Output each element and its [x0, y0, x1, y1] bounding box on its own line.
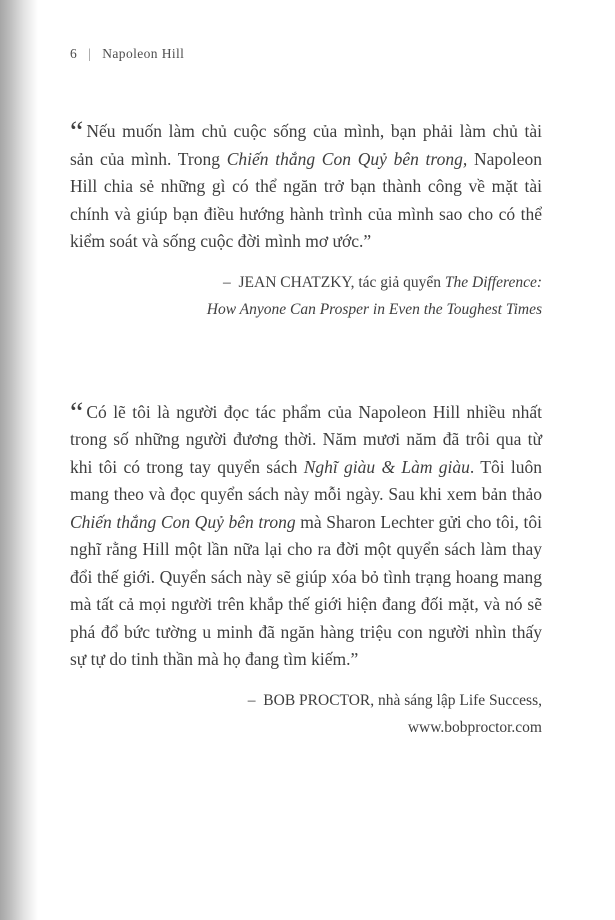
attribution-line: [70, 296, 542, 323]
book-title-the-difference: The Difference:: [444, 273, 542, 291]
opening-quote-mark: “: [70, 115, 84, 148]
book-title-nghi-giau-lam-giau: Nghĩ giàu & Làm giàu: [303, 456, 470, 477]
spine-gradient-shadow: [0, 0, 38, 920]
attribution-bob-proctor: [70, 687, 542, 741]
book-title-chien-thang-con-quy: Chiến thắng Con Quỷ bên trong: [70, 511, 296, 532]
endorsement-quote-jean-chatzky: [70, 115, 542, 256]
attribution-line: [70, 269, 542, 296]
quote-text-segment: Có lẽ tôi là người đọc tác phẩm của Napoleon Hill nhiều nhất trong số những người đương thời. Năm mươi năm đã trôi qua từ khi tôi có trong tay quyển sách: [70, 401, 542, 477]
attribution-text: – JEAN CHATZKY, tác giả quyển: [223, 273, 445, 291]
attribution-line: [70, 714, 542, 741]
header-separator: |: [88, 46, 92, 61]
quote-text-segment: . Tôi luôn mang theo và đọc quyển sách này mỗi ngày. Sau khi xem bản thảo: [70, 456, 542, 504]
opening-quote-mark: “: [70, 395, 84, 429]
attribution-website: www.bobproctor.com: [407, 718, 542, 736]
book-title-the-difference-subtitle: How Anyone Can Prosper in Even the Toughest Times: [206, 300, 542, 318]
running-header: [70, 0, 542, 62]
quote-text-segment: mà Sharon Lechter gửi cho tôi, tôi nghĩ rằng Hill một lần nữa lại cho ra đời một quyển sách làm thay đổi thế giới. Quyển sách này sẽ giúp xóa bỏ tình trạng hoang mang mà tất cả mọi người trên khắp thế giới hiện đang đối mặt, và nó sẽ phá đổ bức tường u minh đã ngăn hàng triệu con người nhìn thấy sự tự do tinh thần mà họ đang tìm kiếm.”: [70, 511, 542, 669]
quote-text-segment: Nếu muốn làm chủ cuộc sống của mình, bạn phải làm chủ tài sản của mình. Trong: [70, 121, 542, 169]
attribution-jean-chatzky: [70, 269, 542, 323]
attribution-line: [70, 687, 542, 714]
quote-text-segment: Napoleon Hill chia sẻ những gì có thể ngăn trở bạn thành công về mặt tài chính và giúp bạn điều hướng hành trình của mình sao cho có thể kiểm soát và sống cuộc đời mình mơ ước.”: [70, 148, 542, 251]
book-title-chien-thang-con-quy: Chiến thắng Con Quỷ bên trong,: [226, 148, 468, 169]
page-number: 6: [70, 46, 78, 61]
attribution-text: – BOB PROCTOR, nhà sáng lập Life Success,: [247, 691, 542, 709]
page-content: [70, 0, 542, 741]
running-title: Napoleon Hill: [102, 46, 185, 61]
endorsement-quote-bob-proctor: [70, 395, 542, 674]
